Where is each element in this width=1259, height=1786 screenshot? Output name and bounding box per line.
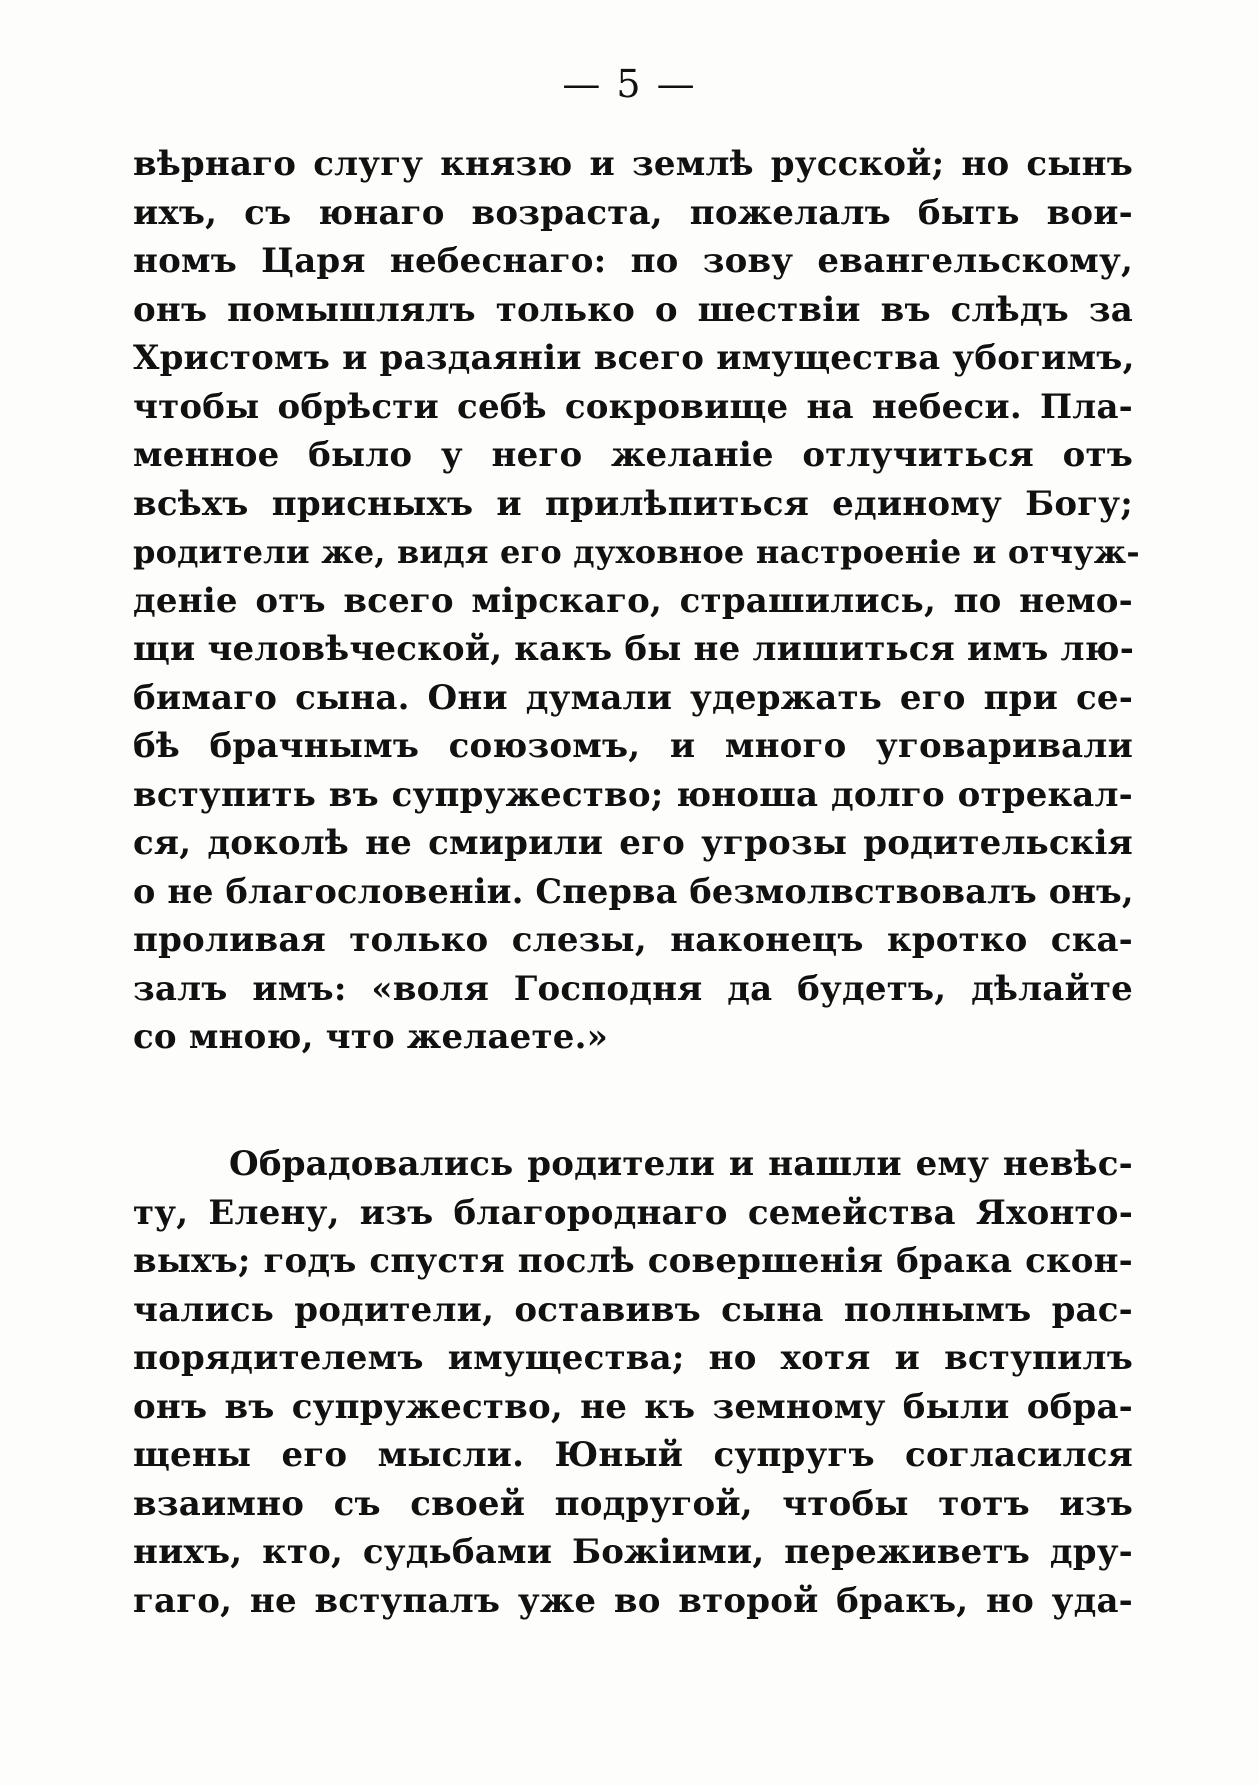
text-line: менное было у него желаніе отлучиться отъ <box>133 435 1133 475</box>
text-line: ихъ, съ юнаго возраста, пожелалъ быть вои- <box>133 192 1133 233</box>
text-line: чтобы обрѣсти себѣ сокровище на небеси. Пла- <box>133 386 1133 427</box>
text-line: нихъ, кто, судьбами Божіими, переживетъ дру- <box>133 1532 1133 1572</box>
text-line: чались родители, оставивъ сына полнымъ рас- <box>133 1289 1133 1330</box>
text-line: бѣ брачнымъ союзомъ, и много уговаривали <box>133 726 1133 766</box>
text-line: бимаго сына. Они думали удержать его при се- <box>133 677 1133 718</box>
text-line: родители же, видя его духовное настроеніе и отчуж- <box>133 533 1140 571</box>
text-line: номъ Царя небеснаго: по зову евангельскому, <box>133 241 1133 281</box>
text-line: проливая только слезы, наконецъ кротко ска- <box>133 920 1133 960</box>
text-line: Христомъ и раздаяніи всего имущества убогимъ, <box>133 338 1135 378</box>
page-number: — 5 — <box>562 62 697 106</box>
text-line: онъ помышлялъ только о шествіи въ слѣдъ за <box>133 289 1133 330</box>
text-line: порядителемъ имущества; но хотя и вступилъ <box>133 1338 1133 1378</box>
text-line: щены его мысли. Юный супругъ согласился <box>133 1435 1133 1475</box>
text-line: вступить въ супружество; юноша долго отрекал- <box>133 774 1133 815</box>
paragraph-2 <box>133 1140 1133 1625</box>
text-line: взаимно съ своей подругой, чтобы тотъ изъ <box>133 1483 1133 1524</box>
text-line: ту, Елену, изъ благороднаго семейства Яхонто- <box>133 1192 1133 1233</box>
text-line: Обрадовались родители и нашли ему невѣс- <box>229 1144 1133 1184</box>
text-line: деніе отъ всего мірскаго, страшились, по немо- <box>133 580 1133 621</box>
text-line: гаго, не вступалъ уже во второй бракъ, но уда- <box>133 1580 1133 1621</box>
text-line: залъ имъ: «воля Господня да будетъ, дѣлайте <box>133 968 1133 1009</box>
text-line: выхъ; годъ спустя послѣ совершенія брака скон- <box>133 1241 1133 1281</box>
text-line: со мною, что желаете.» <box>133 1017 609 1057</box>
text-line: онъ въ супружество, не къ земному были обра- <box>133 1386 1133 1427</box>
text-line: о не благословеніи. Сперва безмолвствовалъ онъ, <box>133 871 1134 911</box>
text-line: ся, доколѣ не смирили его угрозы родительскія <box>133 823 1133 863</box>
text-line: всѣхъ присныхъ и прилѣпиться единому Богу; <box>133 483 1133 524</box>
paragraph-1 <box>133 140 1140 1062</box>
text-line: щи человѣческой, какъ бы не лишиться имъ лю- <box>133 629 1135 669</box>
text-line: вѣрнаго слугу князю и землѣ русской; но сынъ <box>133 144 1133 184</box>
